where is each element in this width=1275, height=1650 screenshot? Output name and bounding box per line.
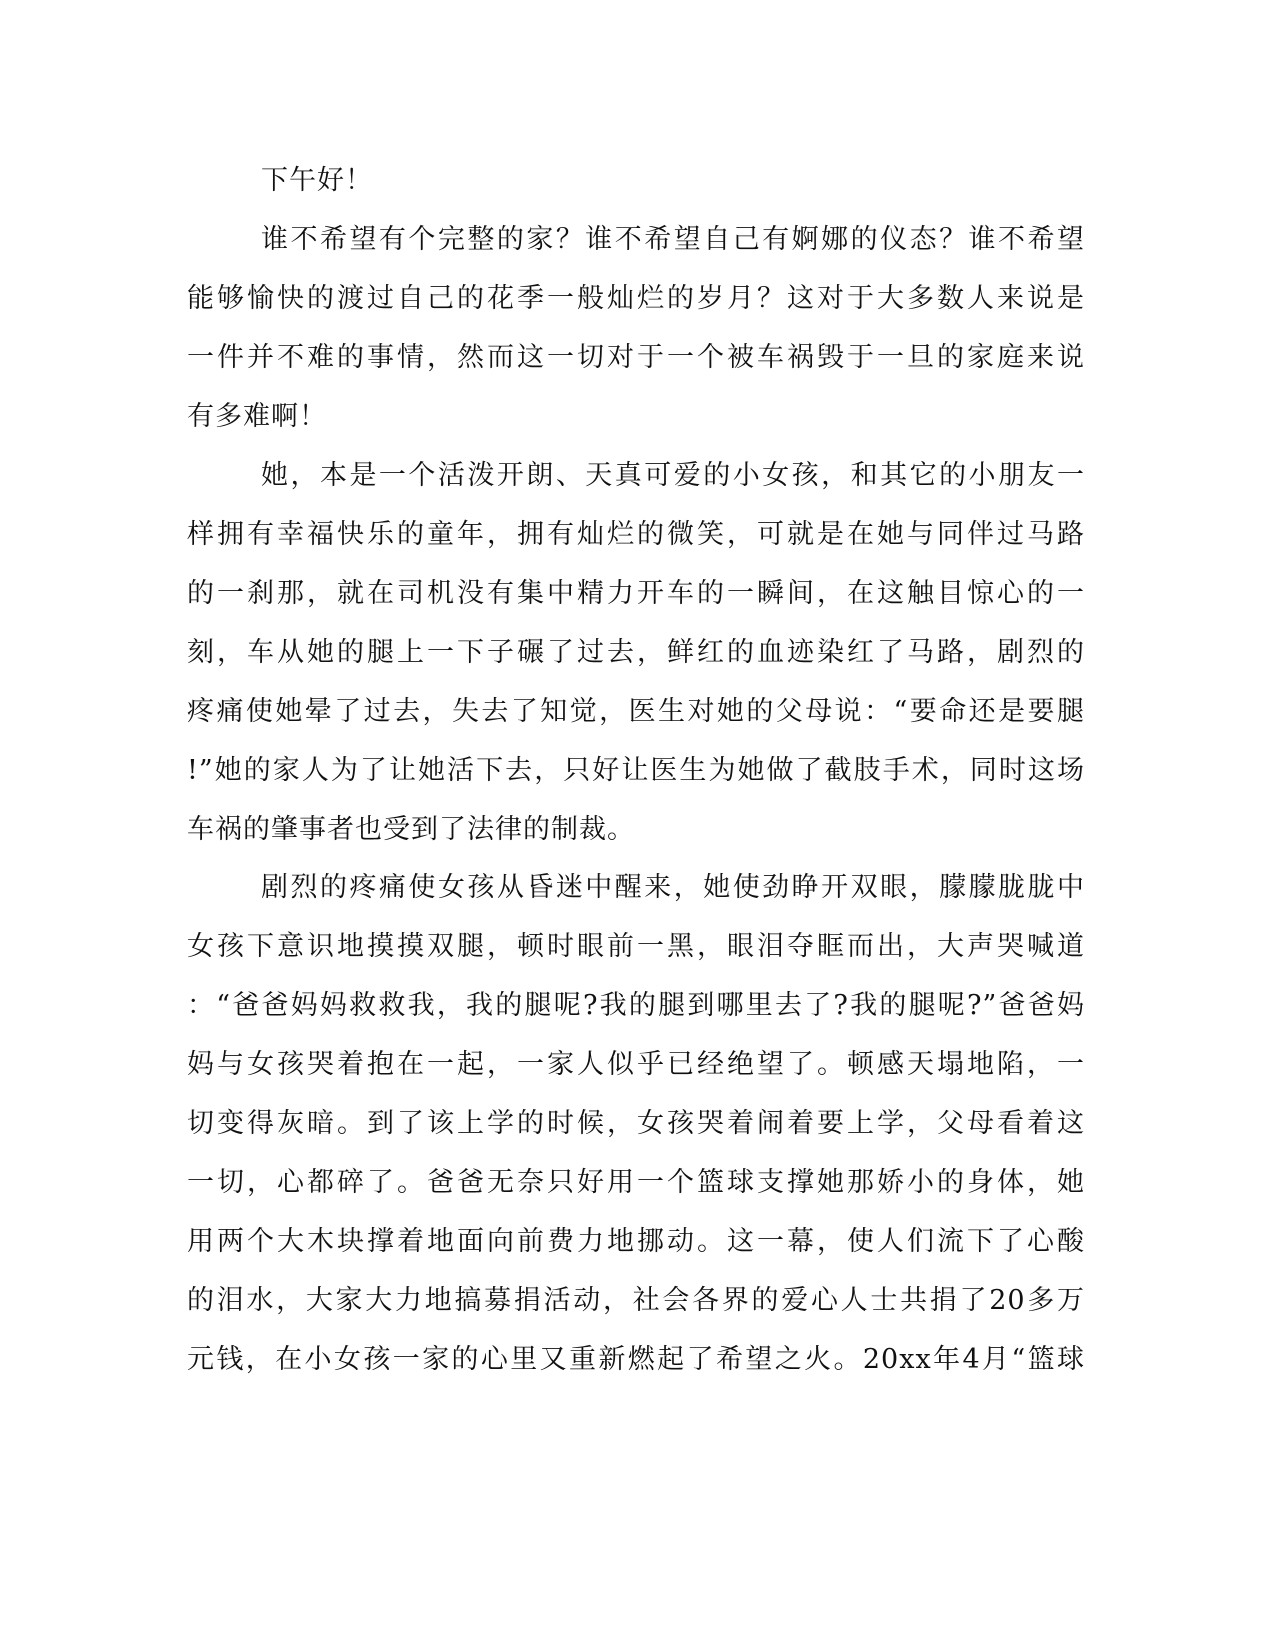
- paragraph-3-line-1: 剧烈的疼痛使女孩从昏迷中醒来，她使劲睁开双眼，朦朦胧胧中: [261, 872, 1085, 903]
- paragraph-3-line-4: 妈与女孩哭着抱在一起，一家人似乎已经绝望了。顿感天塌地陷，一: [187, 1049, 1085, 1080]
- paragraph-2-line-7: 车祸的肇事者也受到了法律的制裁。: [187, 814, 635, 845]
- paragraph-1-line-2: 能够愉快的渡过自己的花季一般灿烂的岁月？这对于大多数人来说是: [187, 283, 1085, 314]
- paragraph-2-line-6: !”她的家人为了让她活下去，只好让医生为她做了截肢手术，同时这场: [187, 755, 1085, 786]
- paragraph-3-line-2: 女孩下意识地摸摸双腿，顿时眼前一黑，眼泪夺眶而出，大声哭喊道: [187, 931, 1085, 962]
- paragraph-3-line-6: 一切，心都碎了。爸爸无奈只好用一个篮球支撑她那娇小的身体，她: [187, 1167, 1085, 1198]
- paragraph-3-line-7: 用两个大木块撑着地面向前费力地挪动。这一幕，使人们流下了心酸: [187, 1226, 1085, 1257]
- paragraph-2-line-1: 她，本是一个活泼开朗、天真可爱的小女孩，和其它的小朋友一: [261, 460, 1085, 491]
- paragraph-1-line-1: 谁不希望有个完整的家？谁不希望自己有婀娜的仪态？谁不希望: [261, 224, 1085, 255]
- paragraph-3-line-9: 元钱，在小女孩一家的心里又重新燃起了希望之火。20xx年4月“篮球: [187, 1344, 1085, 1375]
- paragraph-2-line-5: 疼痛使她晕了过去，失去了知觉，医生对她的父母说：“要命还是要腿: [187, 696, 1085, 727]
- paragraph-3-line-3: ：“爸爸妈妈救救我，我的腿呢?我的腿到哪里去了?我的腿呢?”爸爸妈: [187, 990, 1085, 1021]
- paragraph-3-line-5: 切变得灰暗。到了该上学的时候，女孩哭着闹着要上学，父母看着这: [187, 1108, 1085, 1139]
- greeting-line: 下午好！: [261, 165, 373, 196]
- paragraph-1-line-4: 有多难啊！: [187, 401, 327, 432]
- paragraph-2-line-4: 刻，车从她的腿上一下子碾了过去，鲜红的血迹染红了马路，剧烈的: [187, 637, 1085, 668]
- paragraph-1-line-3: 一件并不难的事情，然而这一切对于一个被车祸毁于一旦的家庭来说: [187, 342, 1085, 373]
- paragraph-2-line-2: 样拥有幸福快乐的童年，拥有灿烂的微笑，可就是在她与同伴过马路: [187, 519, 1085, 550]
- paragraph-3-line-8: 的泪水，大家大力地搞募捐活动，社会各界的爱心人士共捐了20多万: [187, 1285, 1085, 1316]
- paragraph-2-line-3: 的一刹那，就在司机没有集中精力开车的一瞬间，在这触目惊心的一: [187, 578, 1085, 609]
